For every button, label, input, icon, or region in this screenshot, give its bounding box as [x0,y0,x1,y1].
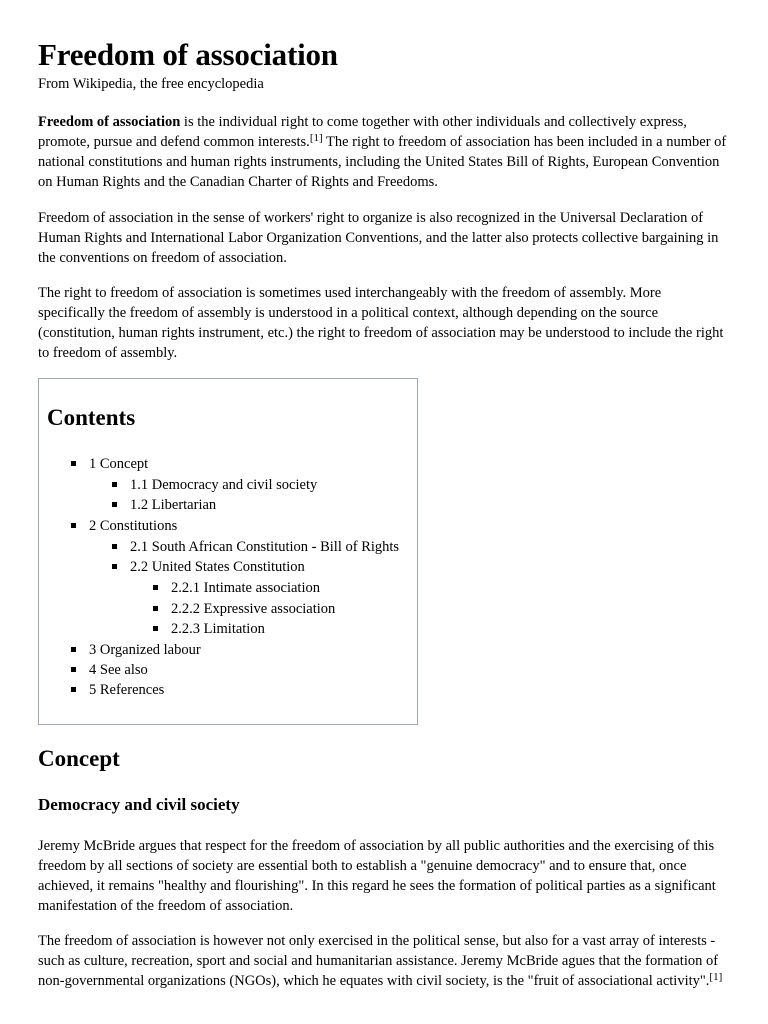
toc-item[interactable] [171,599,335,619]
toc-link[interactable]: 3 Organized labour [89,642,201,658]
table-of-contents [38,378,418,725]
concept-paragraph-2 [38,931,730,991]
citation-link[interactable]: [1] [309,132,323,144]
toc-link[interactable]: 1.2 Libertarian [130,497,217,513]
toc-item[interactable] [171,619,265,639]
toc-link[interactable]: 2.2.2 Expressive association [171,601,336,617]
intro-bold-term: Freedom of association [38,114,181,130]
citation-link[interactable]: [1] [709,971,723,983]
intro-paragraph-2: Freedom of association in the sense of workers' right to organize is also recognized in the Universal Declaration of Human Rights and International Labor Organization Conventions, and the latter also protects collective bargaining in the conventions on freedom of association. [38,210,719,266]
intro-p1-text-b: The right to freedom of association has been included in a number of national constitutions and human rights instruments, including the United States Bill of Rights, European Convention on Human Rights and the Canadian Charter of Rights and Freedoms. [38,134,727,190]
section-heading-concept: Concept [38,746,120,771]
page-subtitle: From Wikipedia, the free encyclopedia [38,76,264,92]
bullet-icon [71,523,76,528]
toc-item[interactable] [89,660,148,680]
toc-link[interactable]: 2.2.1 Intimate association [171,580,320,596]
concept-p2-text: The freedom of association is however not only exercised in the political sense, but also for a vast array of interests - such as culture, recreation, sport and social and humanitarian assistance. Jeremy McBride agues that the formation of non-governmental organizations (NGOs), which he equates with civil society, is the "fruit of associational activity". [38,933,719,989]
toc-item[interactable] [130,537,399,557]
bullet-icon [153,585,158,590]
toc-link[interactable]: 4 See also [89,662,148,678]
subsection-heading-democracy: Democracy and civil society [38,795,240,814]
toc-link[interactable]: 2.2.3 Limitation [171,621,265,637]
page-title: Freedom of association [38,37,338,72]
toc-link[interactable]: 2 Constitutions [89,518,178,534]
toc-item[interactable] [89,640,201,660]
toc-link[interactable]: 1 Concept [89,456,149,472]
toc-link[interactable]: 1.1 Democracy and civil society [130,477,318,493]
intro-p1-text-a: is the individual right to come together with other individuals and collectively express, promote, pursue and defend common interests. [38,114,687,150]
bullet-icon [112,502,117,507]
bullet-icon [112,564,117,569]
toc-item[interactable] [89,454,148,474]
bullet-icon [71,461,76,466]
bullet-icon [71,687,76,692]
intro-paragraph-3: The right to freedom of association is sometimes used interchangeably with the freedom of assembly. More specifically the freedom of assembly is understood in a political context, although depending on the source (constitution, human rights instrument, etc.) the right to freedom of association may be understood to include the right to freedom of assembly. [38,285,724,361]
toc-item[interactable] [130,495,216,515]
toc-link[interactable]: 2.1 South African Constitution - Bill of Rights [130,539,400,555]
toc-item[interactable] [130,475,317,495]
toc-item[interactable] [171,578,320,598]
toc-link[interactable]: 5 References [89,682,165,698]
bullet-icon [153,606,158,611]
bullet-icon [71,667,76,672]
toc-item[interactable] [89,516,177,536]
bullet-icon [112,482,117,487]
concept-paragraph-1: Jeremy McBride argues that respect for the freedom of association by all public authorities and the exercising of this freedom by all sections of society are essential both to establish a "genuine democracy" and to ensure that, once achieved, it remains "healthy and flourishing". In this regard he sees the formation of political parties as a significant manifestation of the freedom of association. [38,838,716,914]
bullet-icon [71,647,76,652]
toc-item[interactable] [130,557,305,577]
toc-item[interactable] [89,680,164,700]
intro-paragraph-1 [38,112,730,192]
toc-title: Contents [47,405,136,430]
bullet-icon [112,544,117,549]
toc-link[interactable]: 2.2 United States Constitution [130,559,305,575]
bullet-icon [153,626,158,631]
